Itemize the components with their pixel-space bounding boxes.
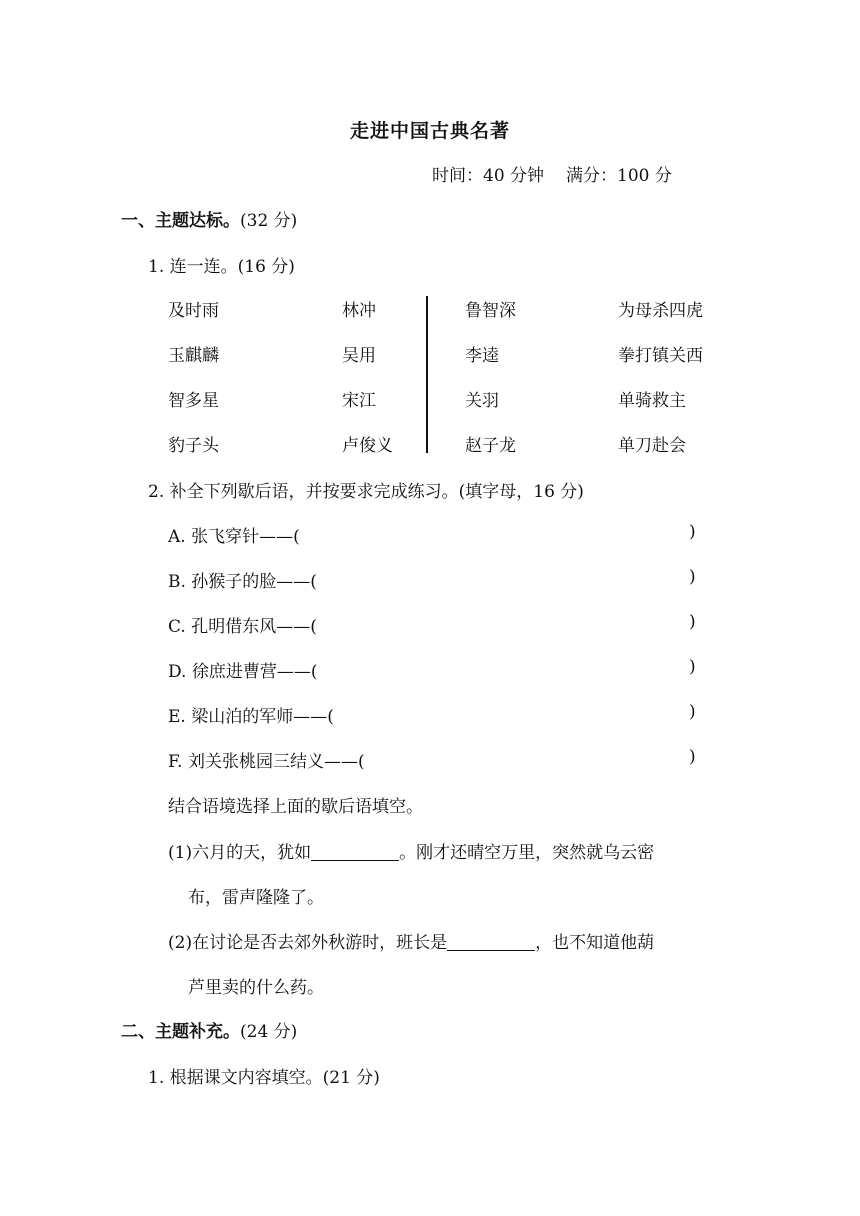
blank-1[interactable]	[311, 843, 399, 861]
sentence-1	[168, 838, 654, 863]
match-col4-item[interactable]: 单刀赴会	[618, 436, 686, 456]
sentence-2	[168, 928, 654, 953]
match-col2-item[interactable]: 宋江	[342, 391, 376, 411]
match-col4-item[interactable]: 单骑救主	[618, 391, 686, 411]
exam-meta	[432, 161, 672, 186]
section2-q1-label: 1. 根据课文内容填空。(21 分)	[148, 1068, 380, 1088]
page-title: 走进中国古典名著	[349, 120, 510, 142]
answer-paren-b[interactable]: )	[689, 567, 696, 587]
q2-label: 2. 补全下列歇后语，并按要求完成练习。(填字母，16 分)	[148, 482, 584, 502]
match-col2-item[interactable]: 吴用	[342, 346, 376, 366]
answer-paren-d[interactable]: )	[689, 657, 696, 677]
option-c: C. 孔明借东风——(	[168, 617, 317, 637]
match-col1-item[interactable]: 豹子头	[168, 436, 219, 456]
match-col1-item[interactable]: 及时雨	[168, 301, 219, 321]
match-col2-item[interactable]: 林冲	[342, 301, 376, 321]
answer-paren-c[interactable]: )	[689, 612, 696, 632]
sentence-2-line2: 芦里卖的什么药。	[188, 978, 324, 998]
match-col4-item[interactable]: 拳打镇关西	[618, 346, 703, 366]
option-b: B. 孙猴子的脸——(	[168, 572, 317, 592]
match-col3-item[interactable]: 鲁智深	[465, 301, 516, 321]
section1-heading	[121, 206, 297, 231]
option-f: F. 刘关张桃园三结义——(	[168, 752, 365, 772]
sentence-1-end: 。刚才还晴空万里，突然就乌云密	[399, 843, 655, 863]
sentence-2-start: (2)在讨论是否去郊外秋游时，班长是	[168, 933, 448, 953]
sentence-1-line2: 布，雷声隆隆了。	[188, 888, 324, 908]
section2-heading-text: 二、主题补充。	[121, 1022, 240, 1042]
match-col1-item[interactable]: 玉麒麟	[168, 346, 219, 366]
option-a: A. 张飞穿针——(	[168, 527, 300, 547]
fill-instruction: 结合语境选择上面的歇后语填空。	[168, 797, 423, 817]
option-e: E. 梁山泊的军师——(	[168, 707, 334, 727]
section2-heading	[121, 1017, 297, 1042]
match-col3-item[interactable]: 赵子龙	[465, 436, 516, 456]
match-divider	[426, 296, 428, 453]
section1-heading-text: 一、主题达标。	[121, 211, 240, 231]
time-limit: 时间：40 分钟	[432, 166, 545, 186]
section2-score: (24 分)	[240, 1022, 298, 1042]
blank-2[interactable]	[447, 933, 535, 951]
answer-paren-e[interactable]: )	[689, 702, 696, 722]
match-col2-item[interactable]: 卢俊义	[342, 436, 393, 456]
match-col4-item[interactable]: 为母杀四虎	[618, 301, 703, 321]
sentence-1-start: (1)六月的天，犹如	[168, 843, 312, 863]
full-score: 满分：100 分	[566, 166, 672, 186]
q1-label: 1. 连一连。(16 分)	[148, 257, 295, 277]
answer-paren-f[interactable]: )	[689, 747, 696, 767]
option-d: D. 徐庶进曹营——(	[168, 662, 318, 682]
answer-paren-a[interactable]: )	[689, 522, 696, 542]
match-col1-item[interactable]: 智多星	[168, 391, 219, 411]
sentence-2-end: ，也不知道他葫	[535, 933, 655, 953]
section1-score: (32 分)	[240, 211, 298, 231]
match-col3-item[interactable]: 李逵	[465, 346, 499, 366]
match-col3-item[interactable]: 关羽	[465, 391, 499, 411]
